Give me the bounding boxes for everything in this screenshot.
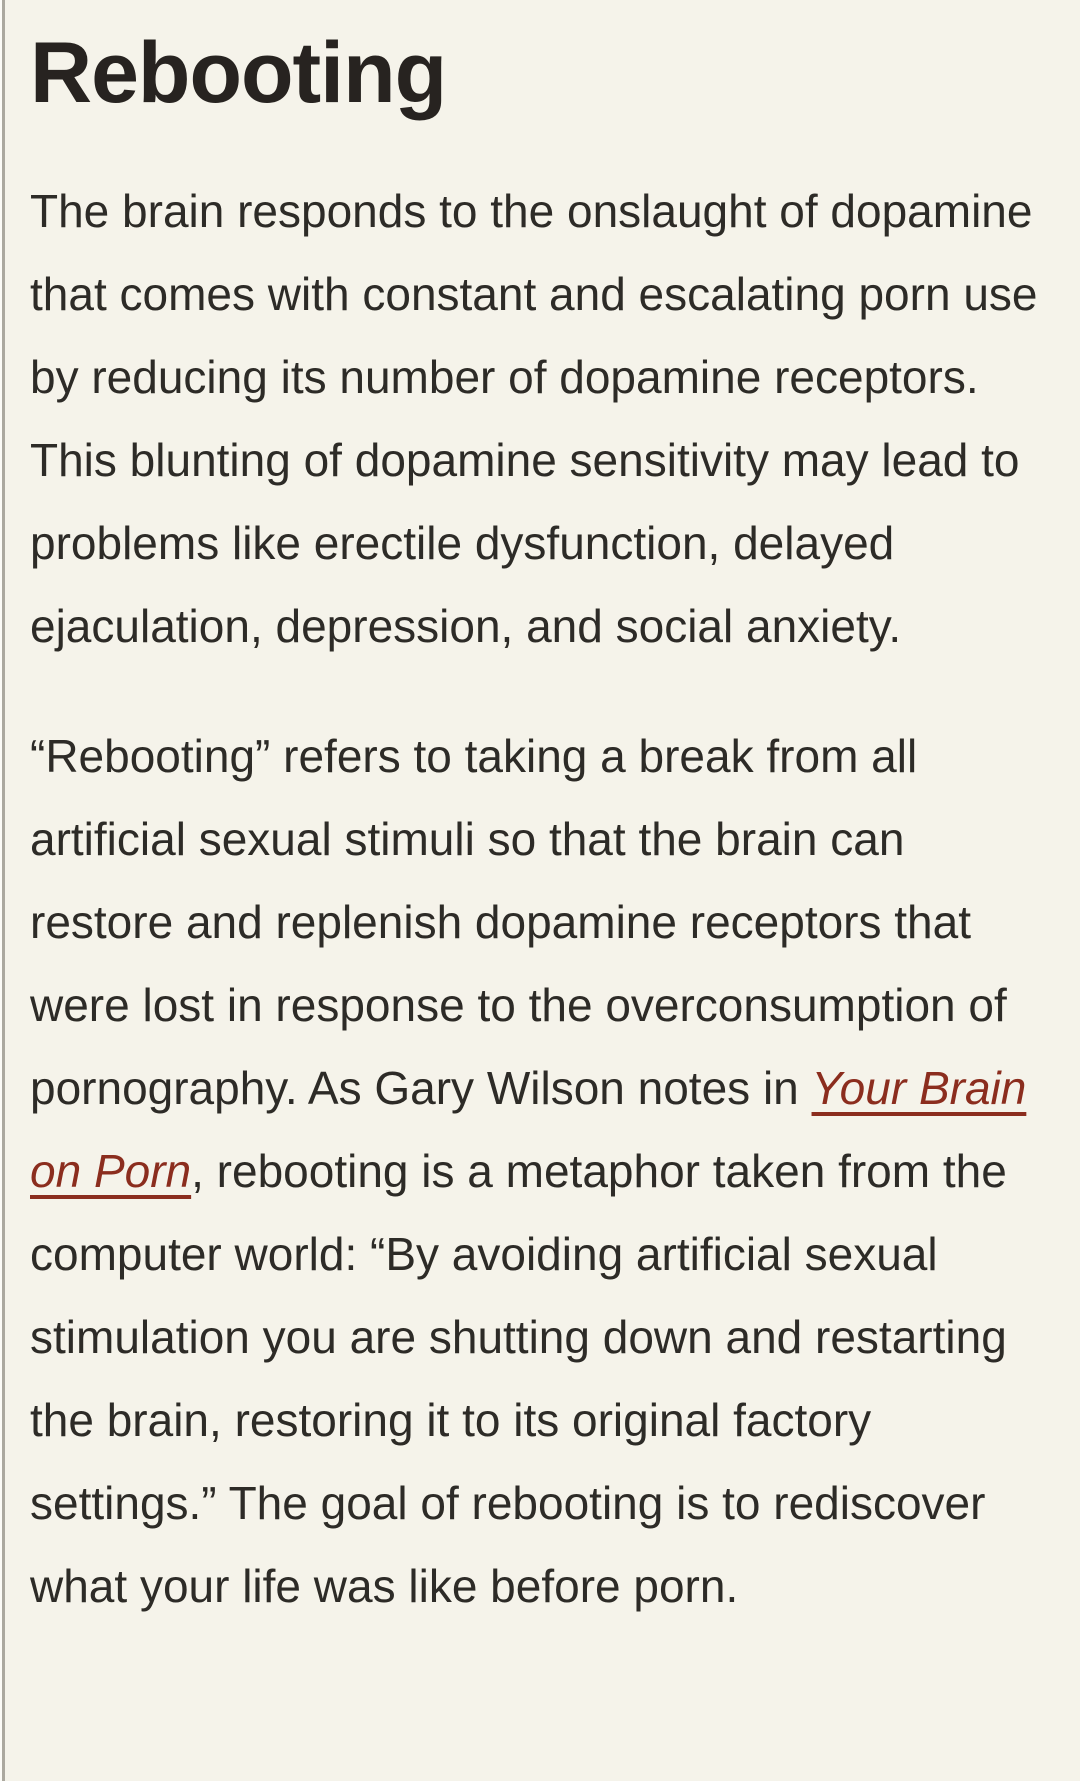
page-left-edge-line <box>0 0 5 1781</box>
paragraph-dopamine-response: The brain responds to the onslaught of dopamine that comes with constant and escalating porn use by reducing its number of dopamine receptors. This blunting of dopamine sensitivity may lead to problems like erectile dysfunction, delayed ejaculation, depression, and social anxiety. <box>30 184 1038 652</box>
paragraph-rebooting-definition <box>30 715 1052 1628</box>
article-content <box>0 24 1080 1628</box>
article-title: Rebooting <box>30 25 447 121</box>
paragraph-text-before-link: “Rebooting” refers to taking a break from all artificial sexual stimuli so that the brain can restore and replenish dopamine receptors that were lost in response to the overconsumption of pornography. As Gary Wilson notes in <box>30 729 1007 1114</box>
your-brain-on-porn-link[interactable]: Your Brain on Porn <box>30 1061 1027 1197</box>
paragraph-text-after-link: , rebooting is a metaphor taken from the computer world: “By avoiding artificial sexual stimulation you are shutting down and restarting the brain, restoring it to its original factory settings.” The goal of rebooting is to rediscover what your life was like before porn. <box>30 1144 1007 1612</box>
